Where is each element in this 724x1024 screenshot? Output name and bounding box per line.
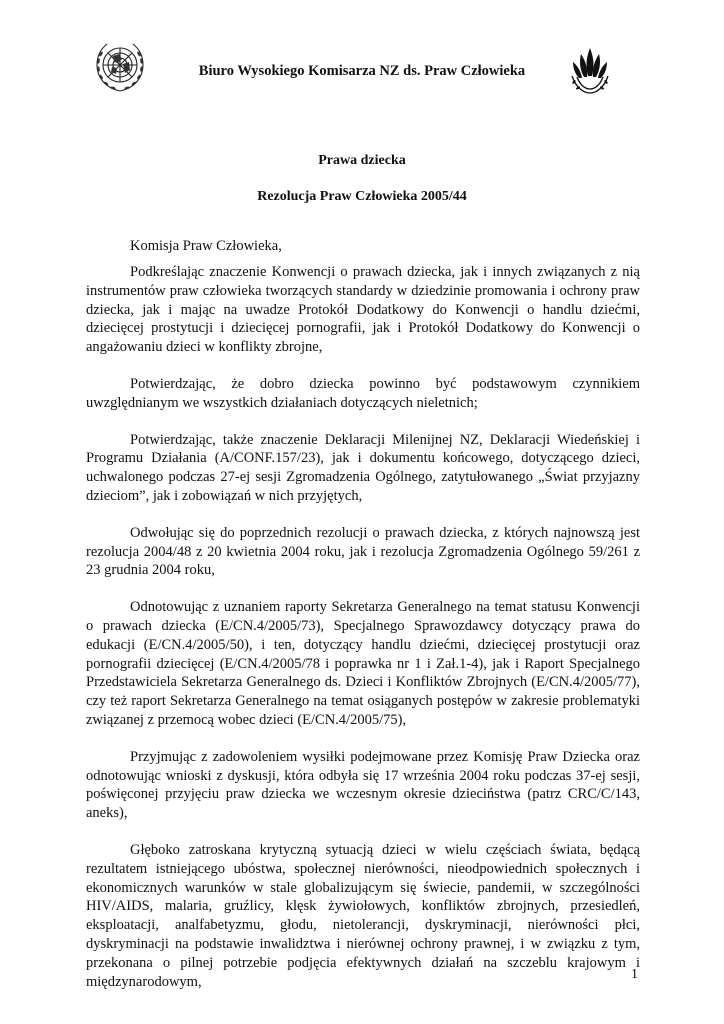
body-text [86,263,640,1009]
paragraph: Potwierdzając, także znaczenie Deklaracji Milenijnej NZ, Deklaracji Wiedeńskiej i Programu Działania (A/CONF.157/23), jak i dokumentu końcowego, dotyczącego dzieci, uchwalonego podczas 27-ej sesji Zgromadzenia Ogólnego, zatytułowanego „Świat przyjazny dzieciom”, jak i zobowiązań w nich przyjętych, [86,431,640,504]
paragraph: Odnotowując z uznaniem raporty Sekretarza Generalnego na temat statusu Konwencji o prawach dziecka (E/CN.4/2005/73), Specjalnego Sprawozdawcy dotyczący prawa do edukacji (E/CN.4/2005/50), i ten, dotyczący handlu dziećmi, dziecięcej prostytucji oraz pornografii dziecięcej (E/CN.4/2005/78 i poprawka nr 1 i Zał.1-4), jak i Raport Specjalnego Przedstawiciela Sekretarza Generalnego ds. Dzieci i Konfliktów Zbrojnych (E/CN.4/2005/77), czy też raport Sekretarza Generalnego na temat osiąganych postępów w zakresie problematyki związanej z przemocą wobec dzieci (E/CN.4/2005/75), [86,599,640,728]
paragraph: Potwierdzając, że dobro dziecka powinno być podstawowym czynnikiem uwzględnianym we wszystkich działaniach dotyczących nieletnich; [86,375,640,411]
paragraph: Głęboko zatroskana krytyczną sytuacją dzieci w wielu częściach świata, będącą rezultatem istniejącego ubóstwa, społecznej nierówności, nieodpowiednich społecznych i ekonomicznych warunków w stale globalizującym się świecie, pandemii, w szczególności HIV/AIDS, malaria, gruźlicy, klęsk żywiołowych, konfliktów zbrojnych, przesiedleń, eksploatacji, analfabetyzmu, głodu, nietolerancji, dyskryminacji, nierówności płci, dyskryminacji na podstawie inwalidztwa i nierównej ochrony prawnej, i w związku z tym, przekonana o pilnej potrzebie podjęcia efektywnych działań na szczeblu krajowym i międzynarodowym, [86,841,640,990]
paragraph: Odwołując się do poprzednich rezolucji o prawach dziecka, z których najnowszą jest rezolucja 2004/48 z 20 kwietnia 2004 roku, jak i rezolucja Zgromadzenia Ogólnego 59/261 z 23 grudnia 2004 roku, [86,524,640,579]
paragraph: Przyjmując z zadowoleniem wysiłki podejmowane przez Komisję Praw Dziecka oraz odnotowując wnioski z dyskusji, która odbyła się 17 września 2004 roku podczas 37-ej sesji, poświęconej przyjęciu praw dziecka we wczesnym okresie dzieciństwa (patrz CRC/C/143, aneks), [86,748,640,822]
page-number: 1 [631,967,638,982]
document-subtitle: Rezolucja Praw Człowieka 2005/44 [257,189,467,204]
document-title: Prawa dziecka [318,153,406,168]
paragraph: Podkreślając znaczenie Konwencji o prawach dziecka, jak i innych związanych z nią instrumentów praw człowieka tworzących standardy w dziedzinie promowania i ochrony praw dziecka, jak i mając na uwadze Protokół Dodatkowy do Konwencji o handlu dziećmi, dziecięcej prostytucji i dziecięcej pornografii, jak i Protokół Dodatkowy do Konwencji o angażowaniu dzieci w konflikty zbrojne, [86,264,640,356]
header-title: Biuro Wysokiego Komisarza NZ ds. Praw Człowieka [198,63,526,79]
salutation: Komisja Praw Człowieka, [130,238,282,254]
ohchr-flame-icon [568,46,612,96]
